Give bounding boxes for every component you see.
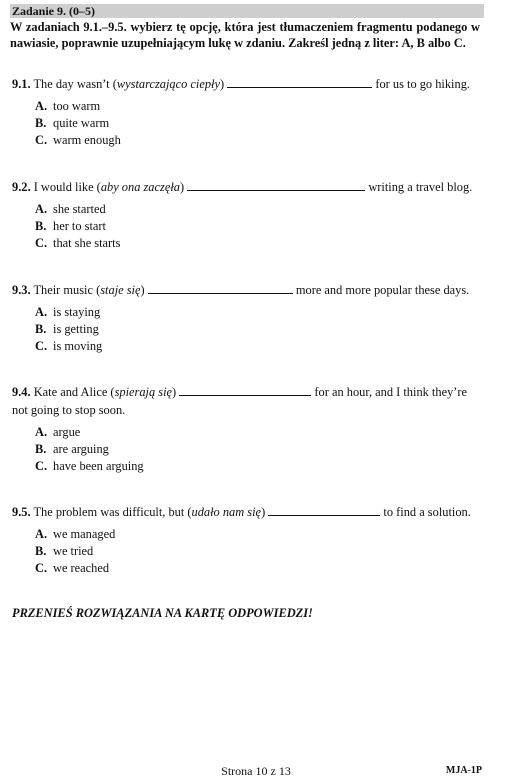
option-letter: C. <box>35 133 48 147</box>
option-text: is getting <box>53 322 99 336</box>
question-text-close: ) <box>261 505 266 519</box>
option-letter: B. <box>35 116 47 130</box>
option-c[interactable] <box>35 132 482 149</box>
option-letter: C. <box>35 339 48 353</box>
option-text: is moving <box>53 339 103 353</box>
answer-blank <box>179 384 311 396</box>
option-letter: B. <box>35 322 47 336</box>
option-c[interactable] <box>35 458 482 475</box>
option-letter: A. <box>35 305 48 319</box>
page-number: Strona 10 z 13 <box>221 764 291 778</box>
question-text-close: ) <box>172 385 177 399</box>
option-letter: B. <box>35 442 47 456</box>
option-letter: A. <box>35 202 48 216</box>
question-text-rest: for us to go hiking. <box>375 77 470 91</box>
question-text-rest: to find a solution. <box>383 505 471 519</box>
option-b[interactable] <box>35 543 482 560</box>
option-text: are arguing <box>53 442 109 456</box>
question-number: 9.1. <box>12 77 31 91</box>
option-c[interactable] <box>35 560 482 577</box>
answer-options <box>12 424 482 475</box>
question-hint: spierają się <box>114 385 173 399</box>
option-text: we reached <box>53 561 110 575</box>
option-letter: B. <box>35 544 47 558</box>
question-text-before: The day wasn’t ( <box>33 77 117 91</box>
transfer-answers-note: PRZENIEŚ ROZWIĄZANIA NA KARTĘ ODPOWIEDZI! <box>12 606 313 620</box>
question-text-close: ) <box>219 77 225 91</box>
question-text-rest: writing a travel blog. <box>368 180 473 194</box>
option-letter: B. <box>35 219 47 233</box>
option-text: that she starts <box>53 236 121 250</box>
question-text-rest: for an hour, and I think they’re <box>314 385 468 399</box>
question-text-before: Kate and Alice ( <box>33 385 115 399</box>
question-hint: wystarczająco ciepły <box>116 77 220 91</box>
question-text-before: Their music ( <box>33 283 101 297</box>
answer-blank <box>268 504 380 516</box>
option-b[interactable] <box>35 441 482 458</box>
option-a[interactable] <box>35 304 482 321</box>
question-number: 9.4. <box>12 385 31 399</box>
answer-blank <box>148 282 293 294</box>
question-text-rest: more and more popular these days. <box>295 283 470 297</box>
question-hint: aby ona zaczęła <box>100 180 180 194</box>
answer-options <box>12 526 482 577</box>
question-number: 9.3. <box>12 283 31 297</box>
option-a[interactable] <box>35 424 482 441</box>
exam-code: MJA-1P <box>445 765 482 776</box>
option-text: she started <box>53 202 106 216</box>
question-hint: udało nam się <box>191 505 262 519</box>
option-text: we managed <box>53 527 116 541</box>
question-text-continuation: not going to stop soon. <box>12 403 126 417</box>
answer-blank <box>227 76 372 88</box>
answer-options <box>12 98 482 149</box>
option-text: have been arguing <box>53 459 144 473</box>
option-text: is staying <box>53 305 101 319</box>
option-letter: C. <box>35 459 48 473</box>
option-letter: C. <box>35 561 48 575</box>
answer-options <box>12 304 482 355</box>
question-hint: staje się <box>100 283 141 297</box>
task-header: Zadanie 9. (0–5) <box>10 4 484 18</box>
option-a[interactable] <box>35 201 482 218</box>
question-text-before: I would like ( <box>33 180 101 194</box>
option-b[interactable] <box>35 321 482 338</box>
option-text: her to start <box>53 219 106 233</box>
question-9-5 <box>12 504 482 577</box>
option-c[interactable] <box>35 235 482 252</box>
task-instructions: W zadaniach 9.1.–9.5. wybierz tę opcję, która jest tłumaczeniem fragmentu podanego w nawiasie, poprawnie uzupełniającym lukę w zdaniu. Zakreśl jedną z liter: A, B albo C. <box>10 20 480 50</box>
question-9-4 <box>12 384 482 475</box>
option-letter: A. <box>35 527 48 541</box>
question-number: 9.2. <box>12 180 31 194</box>
question-text-close: ) <box>140 283 145 297</box>
question-9-3 <box>12 282 482 355</box>
option-b[interactable] <box>35 218 482 235</box>
question-number: 9.5. <box>12 505 31 519</box>
option-letter: A. <box>35 425 48 439</box>
option-a[interactable] <box>35 98 482 115</box>
question-text-close: ) <box>179 180 185 194</box>
answer-blank <box>187 179 365 191</box>
option-c[interactable] <box>35 338 482 355</box>
option-letter: A. <box>35 99 48 113</box>
option-text: argue <box>53 425 81 439</box>
question-text-before: The problem was difficult, but ( <box>33 505 192 519</box>
question-9-1 <box>12 76 482 149</box>
option-text: warm enough <box>53 133 121 147</box>
option-letter: C. <box>35 236 48 250</box>
option-b[interactable] <box>35 115 482 132</box>
option-text: we tried <box>53 544 94 558</box>
question-9-2 <box>12 179 482 252</box>
option-a[interactable] <box>35 526 482 543</box>
answer-options <box>12 201 482 252</box>
option-text: too warm <box>53 99 101 113</box>
option-text: quite warm <box>53 116 110 130</box>
